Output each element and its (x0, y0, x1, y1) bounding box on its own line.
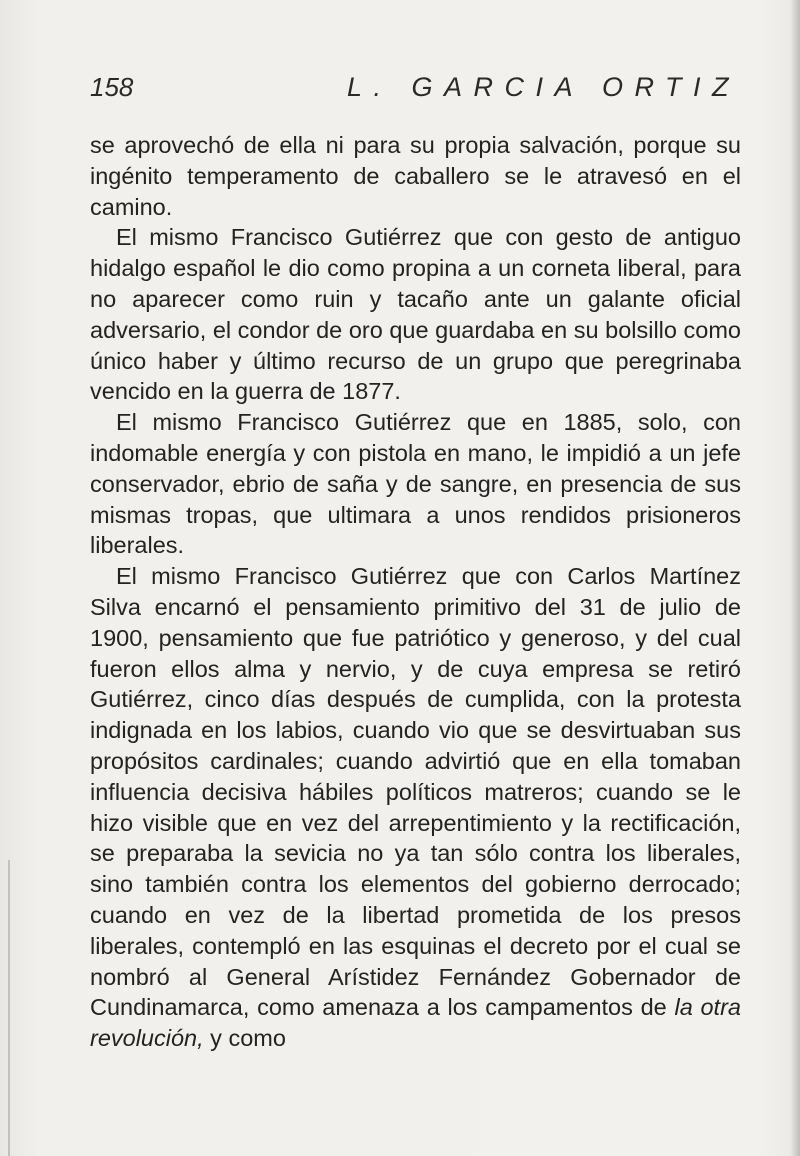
paragraph-text-end: y como (203, 1025, 286, 1052)
page-header (90, 72, 740, 108)
paragraph: El mismo Francisco Gutiérrez que con gesto de antiguo hidalgo español le dio como propina a un corneta liberal, para no aparecer como ruin y tacaño ante un galante oficial adversario, el condor de oro que guardaba en su bolsillo como único haber y último recurso de un grupo que peregrinaba vencido en la guerra de 1877. (90, 224, 741, 405)
page-edge-shadow (8, 860, 10, 1156)
paragraph (90, 561, 741, 1054)
paragraph: El mismo Francisco Gutiérrez que en 1885, solo, con indomable energía y con pistola en mano, le impidió a un jefe conservador, ebrio de saña y de sangre, en presencia de sus mismas tropas, que ultimara a unos rendidos prisioneros liberales. (90, 409, 741, 559)
running-head: L. GARCIA ORTIZ (346, 72, 740, 102)
gutter-shadow (790, 0, 800, 1156)
body-text (90, 130, 741, 1054)
paragraph: se aprovechó de ella ni para su propia salvación, porque su ingénito temperamento de caballero se le atravesó en el camino. (90, 132, 741, 220)
page-number: 158 (90, 72, 134, 102)
italic-phrase: la otra revolución, (90, 994, 741, 1052)
paragraph-text: El mismo Francisco Gutiérrez que con Carlos Martínez Silva encarnó el pensamiento primitivo del 31 de julio de 1900, pensamiento que fue patriótico y generoso, y del cual fueron ellos alma y nervio, y de cuya empresa se retiró Gutiérrez, cinco días después de cumplida, con la protesta indignada en los labios, cuando vio que se desvirtuaban sus propósitos cardinales; cuando advirtió que en ella tomaban influencia decisiva hábiles políticos matreros; cuando se le hizo visible que en vez del arrepentimiento y la rectificación, se preparaba la sevicia no ya tan sólo contra los liberales, sino también contra los elementos del gobierno derrocado; cuando en vez de la libertad prometida de los presos liberales, contempló en las esquinas el decreto por el cual se nombró al General Arístidez Fernández Gobernador de Cundinamarca, como amenaza a los campamentos de (90, 563, 741, 1021)
